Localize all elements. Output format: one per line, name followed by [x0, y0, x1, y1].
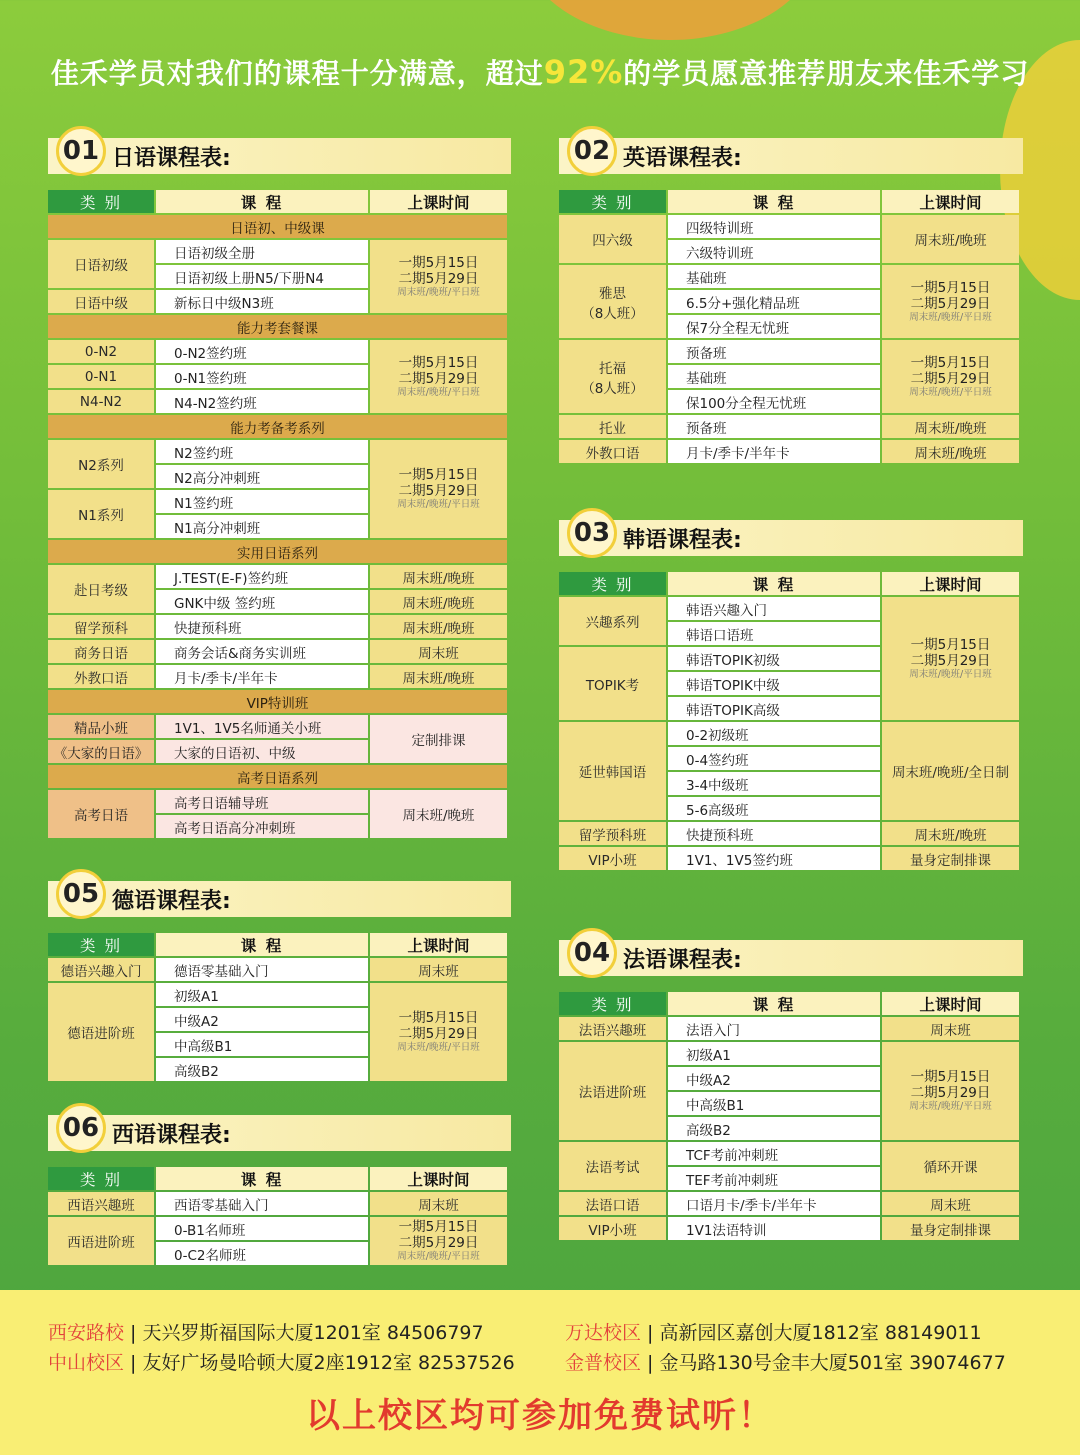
section-number: 04 [567, 928, 617, 978]
table-row: 托福 （8人班） 预备班 一期5月15日 二期5月29日 周末班/晚班/平日班 [559, 340, 1019, 363]
table-row: 法语进阶班 初级A1 一期5月15日 二期5月29日 周末班/晚班/平日班 [559, 1042, 1019, 1065]
section-number: 06 [56, 1103, 106, 1153]
table-row: 保7分全程无忧班 [559, 315, 1019, 338]
campus-xianlu: 西安路校 | 天兴罗斯福国际大厦1201室 84506797 [48, 1322, 484, 1344]
schedule-cell: 一期5月15日 二期5月29日 周末班/晚班/平日班 [370, 240, 507, 313]
korean-table [557, 570, 1021, 872]
table-row: 《大家的日语》 大家的日语初、中级 [48, 740, 507, 763]
decor-blob-top [520, 0, 820, 40]
table-row: 中级A2 [48, 1008, 507, 1031]
group-band: 能力考备考系列 [48, 415, 507, 438]
table-row: 西语兴趣班 西语零基础入门 周末班 [48, 1192, 507, 1215]
table-row: 中高级B1 [559, 1092, 1019, 1115]
section-header [559, 520, 1023, 556]
section-title: 日语课程表: [112, 146, 231, 171]
table-row: 外教口语 月卡/季卡/半年卡 周末班/晚班 [559, 440, 1019, 463]
group-band: 实用日语系列 [48, 540, 507, 563]
section-header [48, 138, 511, 174]
campus-jinpu: 金普校区 | 金马路130号金丰大厦501室 39074677 [565, 1352, 1006, 1374]
table-row: 韩语口语班 [559, 622, 1019, 645]
table-row: 德语兴趣入门 德语零基础入门 周末班 [48, 958, 507, 981]
table-row: 日语中级 新标日中级N3班 [48, 290, 507, 313]
table-row: 雅思 （8人班） 基础班 一期5月15日 二期5月29日 周末班/晚班/平日班 [559, 265, 1019, 288]
table-row: 四六级 四级特训班 周末班/晚班 [559, 215, 1019, 238]
section-number: 03 [567, 508, 617, 558]
table-header: 类 别 课 程 上课时间 [48, 1167, 507, 1190]
table-row: TEF考前冲刺班 [559, 1167, 1019, 1190]
section-french [559, 940, 1023, 1242]
table-row: 六级特训班 [559, 240, 1019, 263]
table-row: N1系列 N1签约班 [48, 490, 507, 513]
table-header: 类 别 课 程 上课时间 [48, 933, 507, 956]
schedule-cell: 一期5月15日 二期5月29日 周末班/晚班/平日班 [370, 440, 507, 538]
section-title: 西语课程表: [112, 1123, 231, 1148]
table-row: 0-4签约班 [559, 747, 1019, 770]
section-header [559, 138, 1023, 174]
french-table [557, 990, 1021, 1242]
table-header: 类 别 课 程 上课时间 [559, 992, 1019, 1015]
schedule-cell: 一期5月15日 二期5月29日 周末班/晚班/平日班 [882, 265, 1019, 338]
free-trial-slogan: 以上校区均可参加免费试听！ [306, 1396, 774, 1436]
table-row: N2系列 N2签约班 一期5月15日 二期5月29日 周末班/晚班/平日班 [48, 440, 507, 463]
group-band: 能力考套餐课 [48, 315, 507, 338]
table-row: 留学预科 快捷预科班 周末班/晚班 [48, 615, 507, 638]
group-band: 日语初、中级课 [48, 215, 507, 238]
section-japanese [48, 138, 511, 840]
campus-zhongshan: 中山校区 | 友好广场曼哈顿大厦2座1912室 82537526 [48, 1352, 515, 1374]
table-row: 日语初级 日语初级全册 一期5月15日 二期5月29日 周末班/晚班/平日班 [48, 240, 507, 263]
table-row: 高考日语高分冲刺班 [48, 815, 507, 838]
table-row: 兴趣系列 韩语兴趣入门 一期5月15日 二期5月29日 周末班/晚班/平日班 [559, 597, 1019, 620]
table-row: N2高分冲刺班 [48, 465, 507, 488]
section-english [559, 138, 1023, 465]
section-korean [559, 520, 1023, 872]
table-row: 法语兴趣班 法语入门 周末班 [559, 1017, 1019, 1040]
japanese-table [46, 188, 509, 840]
table-row: VIP小班 1V1法语特训 量身定制排课 [559, 1217, 1019, 1240]
section-header [48, 1115, 511, 1151]
section-number: 05 [56, 869, 106, 919]
table-row: 韩语TOPIK中级 [559, 672, 1019, 695]
table-row: 延世韩国语 0-2初级班 周末班/晚班/全日制 [559, 722, 1019, 745]
table-row: TOPIK考 韩语TOPIK初级 [559, 647, 1019, 670]
table-row: 0-C2名师班 [48, 1242, 507, 1265]
table-row: 中级A2 [559, 1067, 1019, 1090]
table-row: 高级B2 [559, 1117, 1019, 1140]
schedule-cell: 一期5月15日 二期5月29日 周末班/晚班/平日班 [882, 597, 1019, 720]
section-number: 01 [56, 126, 106, 176]
headline: 佳禾学员对我们的课程十分满意，超过92%的学员愿意推荐朋友来佳禾学习 [50, 53, 1030, 91]
table-row: 西语进阶班 0-B1名师班 一期5月15日 二期5月29日 周末班/晚班/平日班 [48, 1217, 507, 1240]
section-header [48, 881, 511, 917]
table-row: 0-N2 0-N2签约班 一期5月15日 二期5月29日 周末班/晚班/平日班 [48, 340, 507, 363]
schedule-cell: 一期5月15日 二期5月29日 周末班/晚班/平日班 [370, 1217, 507, 1265]
table-row: 赴日考级 J.TEST(E-F)签约班 周末班/晚班 [48, 565, 507, 588]
table-row: GNK中级 签约班 周末班/晚班 [48, 590, 507, 613]
table-row: 德语进阶班 初级A1 一期5月15日 二期5月29日 周末班/晚班/平日班 [48, 983, 507, 1006]
table-row: 基础班 [559, 365, 1019, 388]
english-table [557, 188, 1021, 465]
group-band: VIP特训班 [48, 690, 507, 713]
table-row: 精品小班 1V1、1V5名师通关小班 定制排课 [48, 715, 507, 738]
table-row: N1高分冲刺班 [48, 515, 507, 538]
section-title: 法语课程表: [623, 948, 742, 973]
table-row: N4-N2 N4-N2签约班 [48, 390, 507, 413]
section-header [559, 940, 1023, 976]
section-title: 德语课程表: [112, 889, 231, 914]
german-table [46, 931, 509, 1083]
section-title: 英语课程表: [623, 146, 742, 171]
table-row: 商务日语 商务会话&商务实训班 周末班 [48, 640, 507, 663]
schedule-cell: 一期5月15日 二期5月29日 周末班/晚班/平日班 [882, 1042, 1019, 1140]
table-header: 类 别 课 程 上课时间 [559, 190, 1019, 213]
table-row: 0-N1 0-N1签约班 [48, 365, 507, 388]
section-number: 02 [567, 126, 617, 176]
table-row: 保100分全程无忧班 [559, 390, 1019, 413]
table-row: 高级B2 [48, 1058, 507, 1081]
table-row: 日语初级上册N5/下册N4 [48, 265, 507, 288]
table-row: 外教口语 月卡/季卡/半年卡 周末班/晚班 [48, 665, 507, 688]
table-row: 留学预科班 快捷预科班 周末班/晚班 [559, 822, 1019, 845]
schedule-cell: 一期5月15日 二期5月29日 周末班/晚班/平日班 [370, 983, 507, 1081]
table-row: 法语考试 TCF考前冲刺班 循环开课 [559, 1142, 1019, 1165]
group-band: 高考日语系列 [48, 765, 507, 788]
table-header: 类 别 课 程 上课时间 [48, 190, 507, 213]
schedule-cell: 一期5月15日 二期5月29日 周末班/晚班/平日班 [370, 340, 507, 413]
table-row: 中高级B1 [48, 1033, 507, 1056]
table-row: VIP小班 1V1、1V5签约班 量身定制排课 [559, 847, 1019, 870]
section-title: 韩语课程表: [623, 528, 742, 553]
schedule-cell: 一期5月15日 二期5月29日 周末班/晚班/平日班 [882, 340, 1019, 413]
table-row: 法语口语 口语月卡/季卡/半年卡 周末班 [559, 1192, 1019, 1215]
table-row: 高考日语 高考日语辅导班 周末班/晚班 [48, 790, 507, 813]
section-spanish [48, 1115, 511, 1267]
table-row: 5-6高级班 [559, 797, 1019, 820]
table-header: 类 别 课 程 上课时间 [559, 572, 1019, 595]
table-row: 3-4中级班 [559, 772, 1019, 795]
footer-campuses [0, 1290, 1080, 1455]
table-row: 韩语TOPIK高级 [559, 697, 1019, 720]
section-german [48, 881, 511, 1083]
table-row: 6.5分+强化精品班 [559, 290, 1019, 313]
spanish-table [46, 1165, 509, 1267]
table-row: 托业 预备班 周末班/晚班 [559, 415, 1019, 438]
campus-wanda: 万达校区 | 高新园区嘉创大厦1812室 88149011 [565, 1322, 982, 1344]
